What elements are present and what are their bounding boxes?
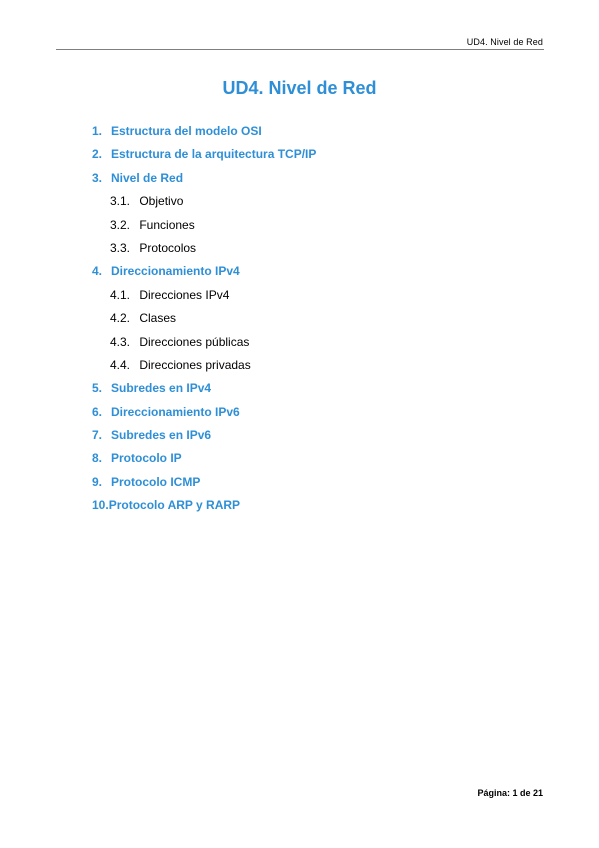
- toc-entry[interactable]: [92, 190, 532, 213]
- toc-entry-number: 4.3.: [110, 334, 131, 349]
- toc-entry[interactable]: [92, 167, 532, 190]
- header-rule: [56, 49, 544, 50]
- toc-entry-number: 4.4.: [110, 357, 131, 372]
- toc-entry-label: Direcciones IPv4: [139, 287, 230, 302]
- toc-entry[interactable]: [92, 237, 532, 260]
- table-of-contents: [92, 120, 532, 518]
- toc-entry[interactable]: [92, 120, 532, 143]
- running-header: UD4. Nivel de Red: [466, 37, 543, 47]
- toc-entry[interactable]: [92, 424, 532, 447]
- toc-entry-number: 1.: [92, 124, 103, 138]
- toc-entry-label: Funciones: [139, 217, 195, 232]
- toc-entry-number: 3.3.: [110, 240, 131, 255]
- toc-entry-number: 9.: [92, 474, 103, 489]
- toc-entry-number: 8.: [92, 451, 103, 466]
- toc-entry-number: 2.: [92, 147, 103, 162]
- toc-entry[interactable]: [92, 260, 532, 283]
- toc-entry[interactable]: [92, 471, 532, 494]
- toc-entry[interactable]: [92, 494, 532, 517]
- toc-entry-label: Direccionamiento IPv6: [111, 404, 240, 419]
- toc-entry-label: Estructura de la arquitectura TCP/IP: [111, 147, 317, 162]
- toc-entry-label: Protocolo IP: [111, 451, 182, 466]
- toc-entry-label: Clases: [139, 311, 177, 326]
- toc-entry-label: Direcciones públicas: [139, 334, 250, 349]
- toc-entry-label: Protocolo ARP y RARP: [108, 498, 241, 513]
- toc-entry-number: 7.: [92, 428, 103, 443]
- toc-entry-number: 3.1.: [110, 194, 131, 209]
- toc-entry[interactable]: [92, 284, 532, 307]
- toc-entry-number: 4.: [92, 264, 103, 279]
- toc-entry[interactable]: [92, 354, 532, 377]
- toc-entry[interactable]: [92, 143, 532, 166]
- toc-entry-label: Protocolos: [139, 240, 197, 255]
- toc-entry-number: 5.: [92, 381, 103, 396]
- toc-entry[interactable]: [92, 214, 532, 237]
- toc-entry-label: Direcciones privadas: [139, 357, 251, 372]
- toc-entry-number: 3.2.: [110, 217, 131, 232]
- toc-entry-number: 3.: [92, 170, 103, 185]
- toc-entry-number: 4.2.: [110, 311, 131, 326]
- toc-entry[interactable]: [92, 447, 532, 470]
- page-number: Página: 1 de 21: [477, 788, 543, 798]
- toc-entry-label: Estructura del modelo OSI: [111, 124, 262, 138]
- toc-entry-label: Nivel de Red: [111, 170, 184, 185]
- toc-entry[interactable]: [92, 401, 532, 424]
- toc-entry-label: Objetivo: [139, 194, 184, 209]
- document-title: UD4. Nivel de Red: [222, 78, 377, 99]
- toc-entry[interactable]: [92, 307, 532, 330]
- toc-entry-label: Direccionamiento IPv4: [111, 264, 240, 279]
- toc-entry[interactable]: [92, 331, 532, 354]
- toc-entry-label: Protocolo ICMP: [111, 474, 201, 489]
- toc-entry-number: 4.1.: [110, 287, 131, 302]
- toc-entry-number: 10.: [92, 498, 109, 513]
- toc-entry-number: 6.: [92, 404, 103, 419]
- toc-entry[interactable]: [92, 377, 532, 400]
- toc-entry-label: Subredes en IPv4: [111, 381, 212, 396]
- toc-entry-label: Subredes en IPv6: [111, 428, 212, 443]
